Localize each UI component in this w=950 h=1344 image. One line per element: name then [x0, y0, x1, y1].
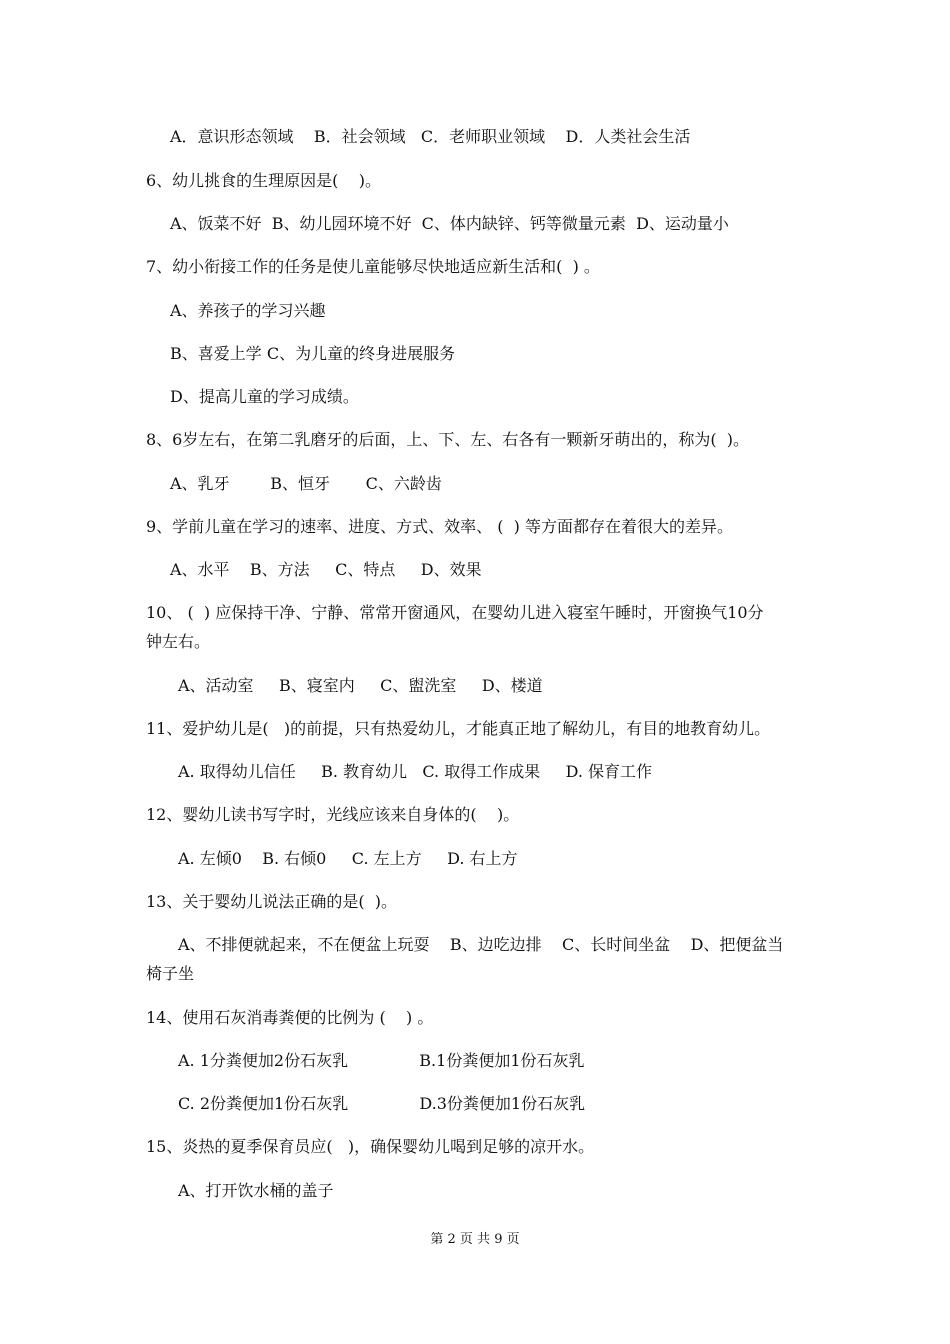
q11-options: A. 取得幼儿信任 B. 教育幼儿 C. 取得工作成果 D. 保育工作	[178, 762, 653, 781]
question-8: 8、6岁左右，在第二乳磨牙的后面，上、下、左、右各有一颗新牙萌出的，称为( )。	[146, 430, 750, 449]
q10-options: A、活动室 B、寝室内 C、盥洗室 D、楼道	[178, 676, 543, 695]
q7-option-bc: B、喜爱上学 C、为儿童的终身进展服务	[170, 344, 456, 363]
question-15: 15、炎热的夏季保育员应( )，确保婴幼儿喝到足够的凉开水。	[146, 1137, 595, 1156]
q6-options: A、饭菜不好 B、幼儿园环境不好 C、体内缺锌、钙等微量元素 D、运动量小	[170, 214, 729, 233]
question-11: 11、爱护幼儿是( )的前提，只有热爱幼儿，才能真正地了解幼儿，有目的地教育幼儿。	[146, 719, 771, 738]
q5-options: A．意识形态领域 B．社会领域 C．老师职业领域 D．人类社会生活	[170, 127, 691, 146]
q13-options: A、不排便就起来，不在便盆上玩耍 B、边吃边排 C、长时间坐盆 D、把便盆当	[178, 935, 784, 954]
question-7: 7、幼小衔接工作的任务是使儿童能够尽快地适应新生活和( ) 。	[146, 257, 600, 276]
question-12: 12、婴幼儿读书写字时，光线应该来自身体的( )。	[146, 805, 520, 824]
question-9: 9、学前儿童在学习的速率、进度、方式、效率、 ( ) 等方面都存在着很大的差异。	[146, 517, 734, 536]
q9-options: A、水平 B、方法 C、特点 D、效果	[170, 560, 482, 579]
question-10: 10、 ( ) 应保持干净、宁静、常常开窗通风，在婴幼儿进入寝室午睡时，开窗换气10分	[146, 603, 764, 622]
q12-options: A. 左倾0 B. 右倾0 C. 左上方 D. 右上方	[178, 849, 518, 868]
question-10-cont: 钟左右。	[146, 632, 211, 651]
question-13: 13、关于婴幼儿说法正确的是( )。	[146, 892, 398, 911]
q15-option-a: A、打开饮水桶的盖子	[178, 1181, 334, 1200]
q8-options: A、乳牙 B、恒牙 C、六龄齿	[170, 474, 442, 493]
page-footer: 第 2 页 共 9 页	[430, 1232, 520, 1247]
question-14: 14、使用石灰消毒粪便的比例为 ( ) 。	[146, 1008, 434, 1027]
question-6: 6、幼儿挑食的生理原因是( )。	[146, 171, 382, 190]
q14-options-ab: A. 1分粪便加2份石灰乳 B.1份粪便加1份石灰乳	[178, 1051, 585, 1070]
q7-option-a: A、养孩子的学习兴趣	[170, 301, 326, 320]
q14-options-cd: C. 2份粪便加1份石灰乳 D.3份粪便加1份石灰乳	[178, 1094, 586, 1113]
q13-options-cont: 椅子坐	[146, 964, 195, 983]
q7-option-d: D、提高儿童的学习成绩。	[170, 387, 359, 406]
